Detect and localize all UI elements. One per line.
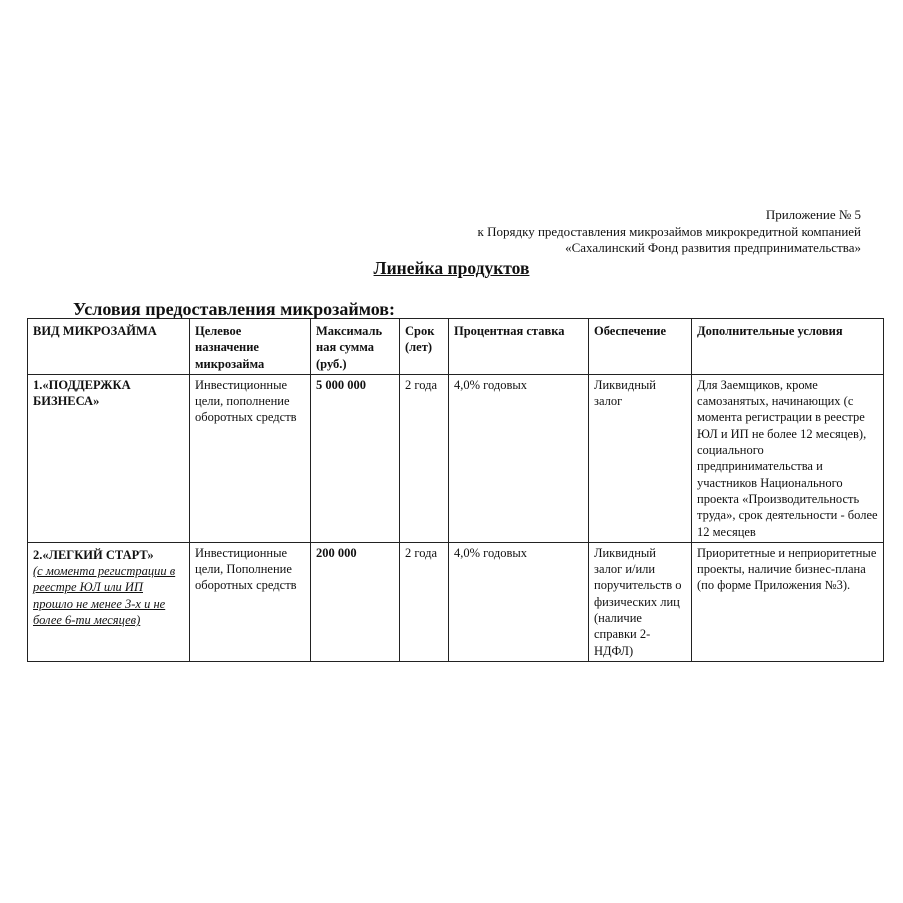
max-sum-cell: 200 000 <box>311 542 400 661</box>
header-rate: Процентная ставка <box>449 319 589 375</box>
table-header-row <box>28 319 884 375</box>
header-security: Обеспечение <box>589 319 692 375</box>
purpose-cell: Инвестиционные цели, Пополнение оборотных средств <box>190 542 311 661</box>
header-term: Срок (лет) <box>400 319 449 375</box>
appendix-organization: «Сахалинский Фонд развития предпринимательства» <box>565 240 861 255</box>
term-cell: 2 года <box>400 374 449 542</box>
appendix-reference: к Порядку предоставления микрозаймов микрокредитной компанией <box>477 223 861 239</box>
table-row <box>28 542 884 661</box>
appendix-header <box>478 207 861 257</box>
header-conditions: Дополнительные условия <box>692 319 884 375</box>
product-name: 1.«ПОДДЕРЖКА БИЗНЕСА» <box>33 377 131 409</box>
products-table <box>27 318 884 662</box>
security-cell: Ликвидный залог <box>589 374 692 542</box>
product-cell <box>28 542 190 661</box>
product-cell <box>28 374 190 542</box>
security-cell: Ликвидный залог и/или поручительств о физических лиц (наличие справки 2-НДФЛ) <box>589 542 692 661</box>
table-row <box>28 374 884 542</box>
purpose-cell: Инвестиционные цели, пополнение оборотных средств <box>190 374 311 542</box>
rate-cell: 4,0% годовых <box>449 374 589 542</box>
conditions-cell: Для Заемщиков, кроме самозанятых, начинающих (с момента регистрации в реестре ЮЛ и ИП не более 12 месяцев), социального предпринимательства и участников Национального проекта «Производительность труда», срок деятельности - более 12 месяцев <box>692 374 884 542</box>
appendix-number: Приложение № 5 <box>765 207 861 222</box>
product-name: 2.«ЛЕГКИЙ СТАРТ» <box>33 547 154 562</box>
header-max-sum: Максималь ная сумма (руб.) <box>311 319 400 375</box>
rate-cell: 4,0% годовых <box>449 542 589 661</box>
header-loan-type: ВИД МИКРОЗАЙМА <box>28 319 190 375</box>
conditions-cell: Приоритетные и неприоритетные проекты, наличие бизнес-плана (по форме Приложения №3). <box>692 542 884 661</box>
max-sum-cell: 5 000 000 <box>311 374 400 542</box>
document-title <box>0 258 903 279</box>
document-title-text: Линейка продуктов <box>373 258 530 278</box>
section-subtitle: Условия предоставления микрозаймов: <box>73 299 395 319</box>
product-note: (с момента регистрации в реестре ЮЛ или ИП прошло не менее 3-х и не более 6-ти месяцев) <box>33 564 176 628</box>
term-cell: 2 года <box>400 542 449 661</box>
header-purpose: Целевое назначение микрозайма <box>190 319 311 375</box>
